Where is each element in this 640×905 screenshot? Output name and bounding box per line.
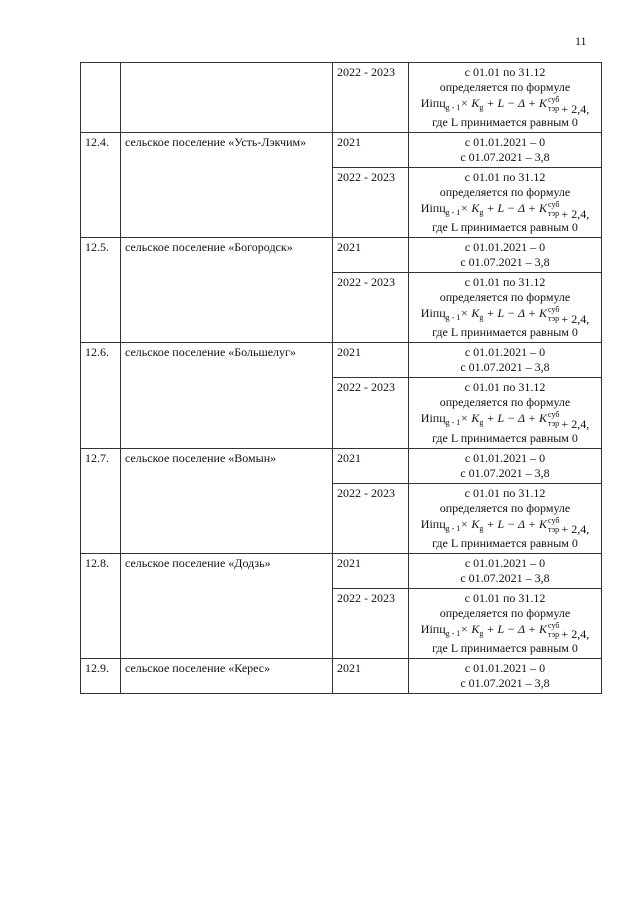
formula-mid: × K [460,411,480,426]
period-years: 2021 [333,238,409,273]
formula-k-sub: тэр [548,524,560,534]
formula-k-sup: суб [548,620,560,630]
value-line-1: с 01.01 по 31.12 [464,275,546,290]
formula-mid-sub: g [479,628,484,638]
formula-k-indices [548,410,559,428]
item-number: 12.7. [81,448,121,553]
formula-rest: + L − Δ + K [483,95,547,110]
value-line-2: определяется по формуле [439,80,571,94]
formula [413,410,597,430]
period-years: 2021 [333,448,409,483]
item-number: 12.8. [81,553,121,658]
item-number: 12.9. [81,658,121,693]
value-line-2: с 01.07.2021 – 3,8 [460,675,550,690]
page-number: 11 [575,34,587,48]
formula-k-indices [548,305,559,323]
value-line-1: с 01.01.2021 – 0 [464,660,546,675]
settlement-name: сельское поселение «Усть-Лэкчим» [121,133,333,238]
value-line-1: с 01.01 по 31.12 [464,485,546,500]
formula-k-indices [548,621,559,639]
value-line-2: с 01.07.2021 – 3,8 [460,150,550,165]
value-line-3: где L принимается равным 0 [432,640,578,655]
formula-rest: + L − Δ + K [483,200,547,215]
formula-prefix-sub: g - 1 [445,103,461,113]
formula-tail: + 2,4, [561,206,590,221]
formula-prefix: Иiпц [420,306,446,321]
formula-k-sub: тэр [548,629,560,639]
value-line-1: с 01.01 по 31.12 [464,380,546,395]
value-line-3: где L принимается равным 0 [432,220,578,235]
formula-k-indices [548,95,559,113]
item-number [81,63,121,133]
formula-prefix-sub: g - 1 [445,208,461,218]
period-years: 2022 - 2023 [333,273,409,343]
formula-mid: × K [460,200,480,215]
item-number: 12.6. [81,343,121,448]
formula-prefix: Иiпц [420,516,446,531]
settlement-name: сельское поселение «Вомын» [121,448,333,553]
formula [413,305,597,325]
formula-k-sup: суб [548,410,560,420]
formula [413,516,597,536]
settlement-name: сельское поселение «Додзь» [121,553,333,658]
value-line-2: с 01.07.2021 – 3,8 [460,360,550,375]
table-row [81,133,602,168]
value-line-1: с 01.01.2021 – 0 [464,135,546,150]
period-years: 2022 - 2023 [333,378,409,448]
formula-rest: + L − Δ + K [483,306,547,321]
table-row [81,553,602,588]
formula-k-sup: суб [548,200,560,210]
value-cell [409,133,602,168]
settlement-name: сельское поселение «Большелуг» [121,343,333,448]
formula-k-sub: тэр [548,314,560,324]
table-row [81,658,602,693]
formula-k-sup: суб [548,305,560,315]
formula-tail: + 2,4, [561,312,590,327]
value-line-2: определяется по формуле [439,185,571,200]
value-line-1: с 01.01 по 31.12 [464,65,546,79]
formula-k-indices [548,200,559,218]
formula-rest: + L − Δ + K [483,411,547,426]
value-line-2: с 01.07.2021 – 3,8 [460,570,550,585]
formula [413,95,597,115]
value-line-3: где L принимается равным 0 [432,325,578,340]
formula-prefix: Иiпц [420,200,446,215]
value-line-3: где L принимается равным 0 [432,535,578,550]
value-cell [409,553,602,588]
formula-mid: × K [460,95,480,110]
value-line-2: определяется по формуле [439,395,571,410]
formula-tail: + 2,4, [561,101,590,116]
table-row [81,343,602,378]
period-years: 2021 [333,343,409,378]
item-number: 12.4. [81,133,121,238]
formula-tail: + 2,4, [561,417,590,432]
value-cell [409,378,602,448]
formula-prefix-sub: g - 1 [445,523,461,533]
formula-prefix: Иiпц [420,411,446,426]
formula-mid: × K [460,621,480,636]
table-row [81,63,602,133]
value-cell [409,448,602,483]
formula-mid: × K [460,516,480,531]
value-cell [409,658,602,693]
tariff-table [80,62,602,694]
value-line-2: с 01.07.2021 – 3,8 [460,465,550,480]
formula-k-sub: тэр [548,104,560,113]
value-cell [409,588,602,658]
formula-mid-sub: g [479,418,484,428]
item-number: 12.5. [81,238,121,343]
period-years: 2021 [333,553,409,588]
formula-mid: × K [460,306,480,321]
value-cell [409,238,602,273]
value-line-1: с 01.01 по 31.12 [464,170,546,185]
settlement-name [121,63,333,133]
value-line-3: где L принимается равным 0 [432,115,578,130]
formula-rest: + L − Δ + K [483,621,547,636]
formula-mid-sub: g [479,208,484,218]
value-line-1: с 01.01 по 31.12 [464,590,546,605]
value-line-1: с 01.01.2021 – 0 [464,240,546,255]
formula-tail: + 2,4, [561,627,590,642]
period-years: 2022 - 2023 [333,483,409,553]
table-row [81,238,602,273]
value-line-1: с 01.01.2021 – 0 [464,555,546,570]
value-line-1: с 01.01.2021 – 0 [464,345,546,360]
formula-mid-sub: g [479,313,484,323]
period-years: 2022 - 2023 [333,588,409,658]
value-line-2: определяется по формуле [439,290,571,305]
formula-prefix: Иiпц [420,95,446,110]
formula-prefix-sub: g - 1 [445,313,461,323]
value-cell [409,168,602,238]
period-years: 2021 [333,133,409,168]
formula [413,621,597,641]
formula-k-sup: суб [548,95,560,104]
formula-prefix: Иiпц [420,621,446,636]
formula-tail: + 2,4, [561,522,590,537]
settlement-name: сельское поселение «Керес» [121,658,333,693]
formula-prefix-sub: g - 1 [445,418,461,428]
value-cell [409,343,602,378]
value-line-2: определяется по формуле [439,605,571,620]
formula [413,200,597,220]
period-years: 2021 [333,658,409,693]
period-years: 2022 - 2023 [333,168,409,238]
settlement-name: сельское поселение «Богородск» [121,238,333,343]
value-cell [409,483,602,553]
formula-k-sub: тэр [548,209,560,219]
period-years: 2022 - 2023 [333,63,409,133]
formula-mid-sub: g [479,523,484,533]
formula-k-indices [548,516,559,534]
formula-mid-sub: g [479,103,484,113]
formula-rest: + L − Δ + K [483,516,547,531]
formula-k-sub: тэр [548,419,560,429]
table-row [81,448,602,483]
value-line-2: определяется по формуле [439,500,571,515]
formula-k-sup: суб [548,515,560,525]
value-cell [409,273,602,343]
value-line-1: с 01.01.2021 – 0 [464,450,546,465]
value-line-3: где L принимается равным 0 [432,430,578,445]
value-line-2: с 01.07.2021 – 3,8 [460,255,550,270]
value-cell [409,63,602,133]
formula-prefix-sub: g - 1 [445,628,461,638]
